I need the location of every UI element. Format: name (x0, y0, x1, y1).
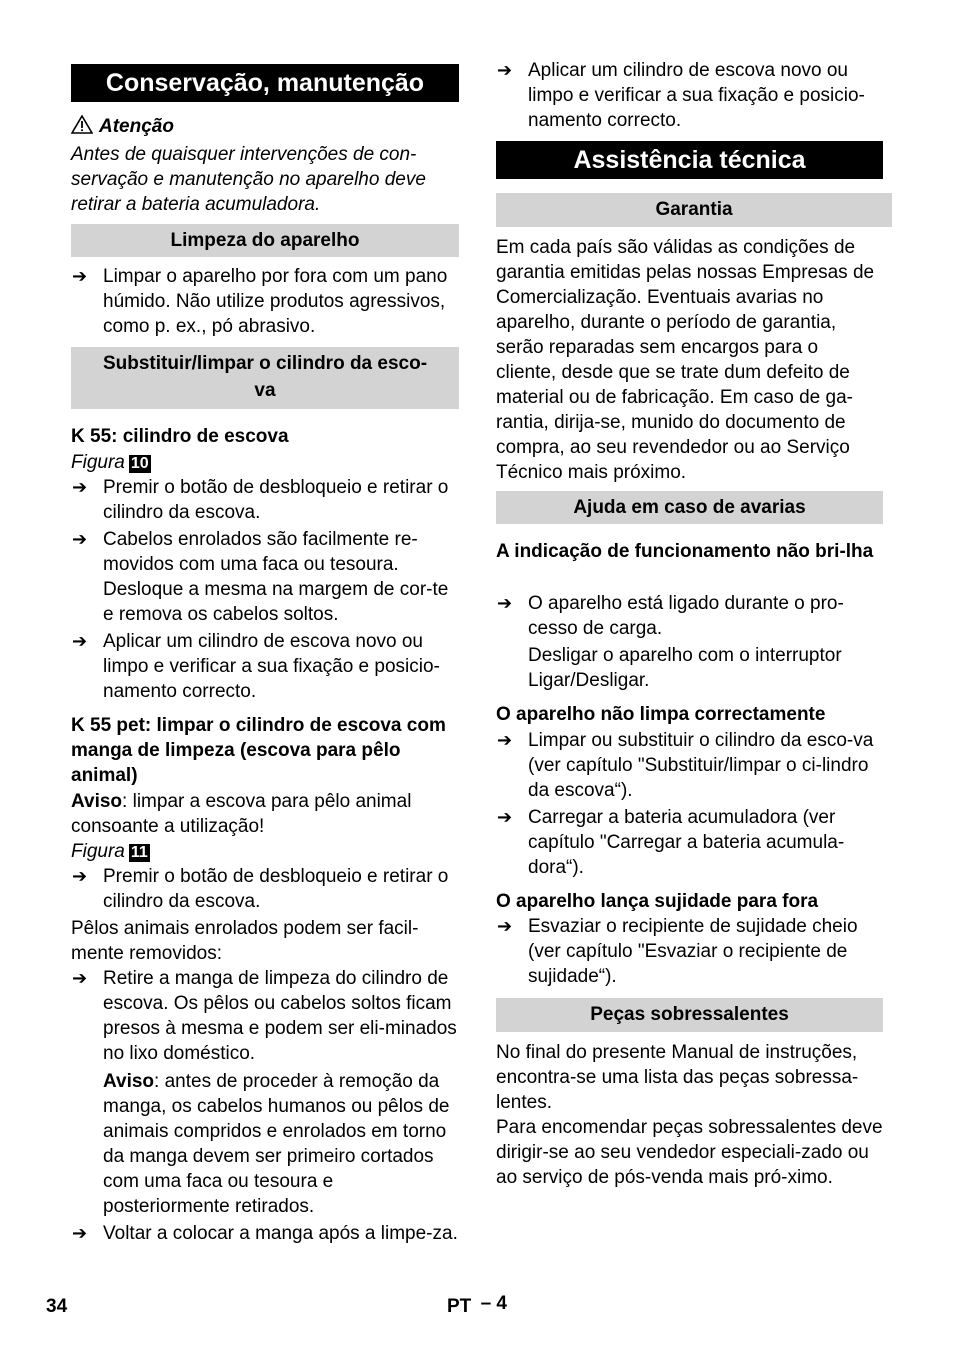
arrow-icon: ➔ (497, 730, 513, 750)
attention-text: Antes de quaisquer intervenções de con-servação e manutenção no aparelho deve retirar a bateria acumuladora. (71, 144, 426, 215)
section-cleaning: Limpeza do aparelho (71, 224, 459, 257)
figure-number-11: 11 (130, 844, 148, 861)
pet-bullet-3 (71, 1221, 459, 1246)
section-replace-line2: va (254, 380, 276, 401)
section-warranty: Garantia (496, 193, 892, 227)
section-title-service: Assistência técnica (496, 141, 883, 179)
fault2-bullet-2-text: Carregar a bateria acumuladora (ver capítulo "Carregar a bateria acumula-dora“). (528, 807, 845, 878)
fault3-heading: O aparelho lança sujidade para fora (496, 891, 819, 912)
aviso-label: Aviso (71, 791, 123, 812)
k55-bullet-1-text: Premir o botão de desbloqueio e retirar o cilindro da escova. (103, 477, 449, 523)
pet-bullet-3-text: Voltar a colocar a manga após a limpe-za. (103, 1223, 458, 1244)
k55pet-aviso (71, 789, 459, 839)
fault2-heading: O aparelho não limpa correctamente (496, 704, 826, 725)
section-replace-brush (71, 347, 459, 409)
pet-bullet-1-text: Premir o botão de desbloqueio e retirar o cilindro da escova. (103, 866, 449, 912)
fault3-bullet-text: Esvaziar o recipiente de sujidade cheio (ver capítulo "Esvaziar o recipiente de sujidade“). (528, 916, 858, 987)
section-help: Ajuda em caso de avarias (496, 491, 883, 524)
top-bullet (496, 58, 883, 133)
pet-bullet-2 (71, 966, 459, 1066)
figure-label: Figura (71, 452, 125, 473)
aviso-label: Aviso (103, 1071, 155, 1092)
fault1-bullet (496, 591, 883, 641)
fault2-bullet-1 (496, 728, 883, 803)
k55-bullet-3 (71, 629, 459, 704)
page-number: 34 (46, 1296, 68, 1317)
fault1-extra: Desligar o aparelho com o interruptor Ligar/Desligar. (528, 645, 842, 691)
arrow-icon: ➔ (497, 60, 513, 80)
arrow-icon: ➔ (72, 631, 88, 651)
footer-label (447, 1293, 507, 1318)
arrow-icon: ➔ (72, 529, 88, 549)
pet-bullet-1 (71, 864, 459, 914)
k55-bullet-2-text: Cabelos enrolados são facilmente re-movidos com uma faca ou tesoura. Desloque a mesma na margem de cor-te e remova os cabelos soltos. (103, 529, 449, 625)
fault2-bullet-1-text: Limpar ou substituir o cilindro da esco-va (ver capítulo "Substituir/limpar o ci-lindro da escova“). (528, 730, 874, 801)
figure-10-ref (71, 450, 459, 475)
arrow-icon: ➔ (72, 1223, 88, 1243)
attention-label: Atenção (99, 116, 174, 137)
section-replace-line1: Substituir/limpar o cilindro da esco- (102, 353, 428, 374)
cleaning-bullet-text: Limpar o aparelho por fora com um pano húmido. Não utilize produtos agressivos, como p. ex., pó abrasivo. (103, 266, 448, 337)
top-bullet-text: Aplicar um cilindro de escova novo ou limpo e verificar a sua fixação e posicio-namento correcto. (528, 60, 865, 131)
pet-aviso-text: : antes de proceder à remoção da manga, os cabelos humanos ou pêlos de animais compridos e enrolados em torno da manga devem ser primeiro cortados com uma faca ou tesoura e posteriormente retirados. (103, 1071, 450, 1217)
arrow-icon: ➔ (72, 968, 88, 988)
attention-heading (71, 114, 459, 139)
parts-text-2: Para encomendar peças sobressalentes deve dirigir-se ao seu vendedor especiali-zado ou ao serviço de pós-venda mais pró-ximo. (496, 1117, 883, 1188)
section-title-maintenance: Conservação, manutenção (71, 64, 459, 102)
cleaning-bullet (71, 264, 459, 339)
parts-text-1: No final do presente Manual de instruções, encontra-se uma lista das peças sobressa-lentes. (496, 1042, 859, 1113)
k55-bullet-1 (71, 475, 459, 525)
footer-dash: – (480, 1293, 492, 1314)
k55-bullet-2 (71, 527, 459, 627)
figure-label: Figura (71, 841, 125, 862)
arrow-icon: ➔ (497, 916, 513, 936)
arrow-icon: ➔ (497, 593, 513, 613)
warning-icon (71, 115, 93, 134)
fault2-bullet-2 (496, 805, 883, 880)
pet-bullet-2-text: Retire a manga de limpeza do cilindro de escova. Os pêlos ou cabelos soltos ficam presos à mesma e podem ser eli-minados no lixo doméstico. (103, 968, 457, 1064)
section-parts: Peças sobressalentes (496, 998, 883, 1032)
fault3-bullet (496, 914, 883, 989)
aviso-text: : limpar a escova para pêlo animal consoante a utilização! (71, 791, 412, 837)
warranty-text: Em cada país são válidas as condições de garantia emitidas pelas nossas Empresas de Comercialização. Eventuais avarias no aparelho, durante o período de garantia, serão reparadas sem encargos para o cliente, desde que se trate dum defeito de material ou de fabricação. Em caso de ga-rantia, dirija-se, munido do documento de compra, ao seu revendedor ou ao Serviço Técnico mais próximo. (496, 237, 875, 483)
figure-number-10: 10 (130, 455, 149, 472)
k55pet-heading: K 55 pet: limpar o cilindro de escova com manga de limpeza (escova para pêlo animal) (71, 715, 446, 786)
arrow-icon: ➔ (497, 807, 513, 827)
arrow-icon: ➔ (72, 477, 88, 497)
pet-aviso (103, 1069, 459, 1219)
k55-bullet-3-text: Aplicar um cilindro de escova novo ou limpo e verificar a sua fixação e posicio-namento correcto. (103, 631, 440, 702)
pet-paragraph: Pêlos animais enrolados podem ser facil-mente removidos: (71, 918, 419, 964)
k55-heading: K 55: cilindro de escova (71, 426, 289, 447)
arrow-icon: ➔ (72, 866, 88, 886)
figure-11-ref (71, 839, 459, 864)
fault1-bullet-text: O aparelho está ligado durante o pro-cesso de carga. (528, 593, 844, 639)
arrow-icon: ➔ (72, 266, 88, 286)
footer-subpage: 4 (496, 1293, 507, 1314)
fault1-heading: A indicação de funcionamento não bri-lha (496, 541, 874, 562)
footer-lang: PT (447, 1296, 472, 1317)
